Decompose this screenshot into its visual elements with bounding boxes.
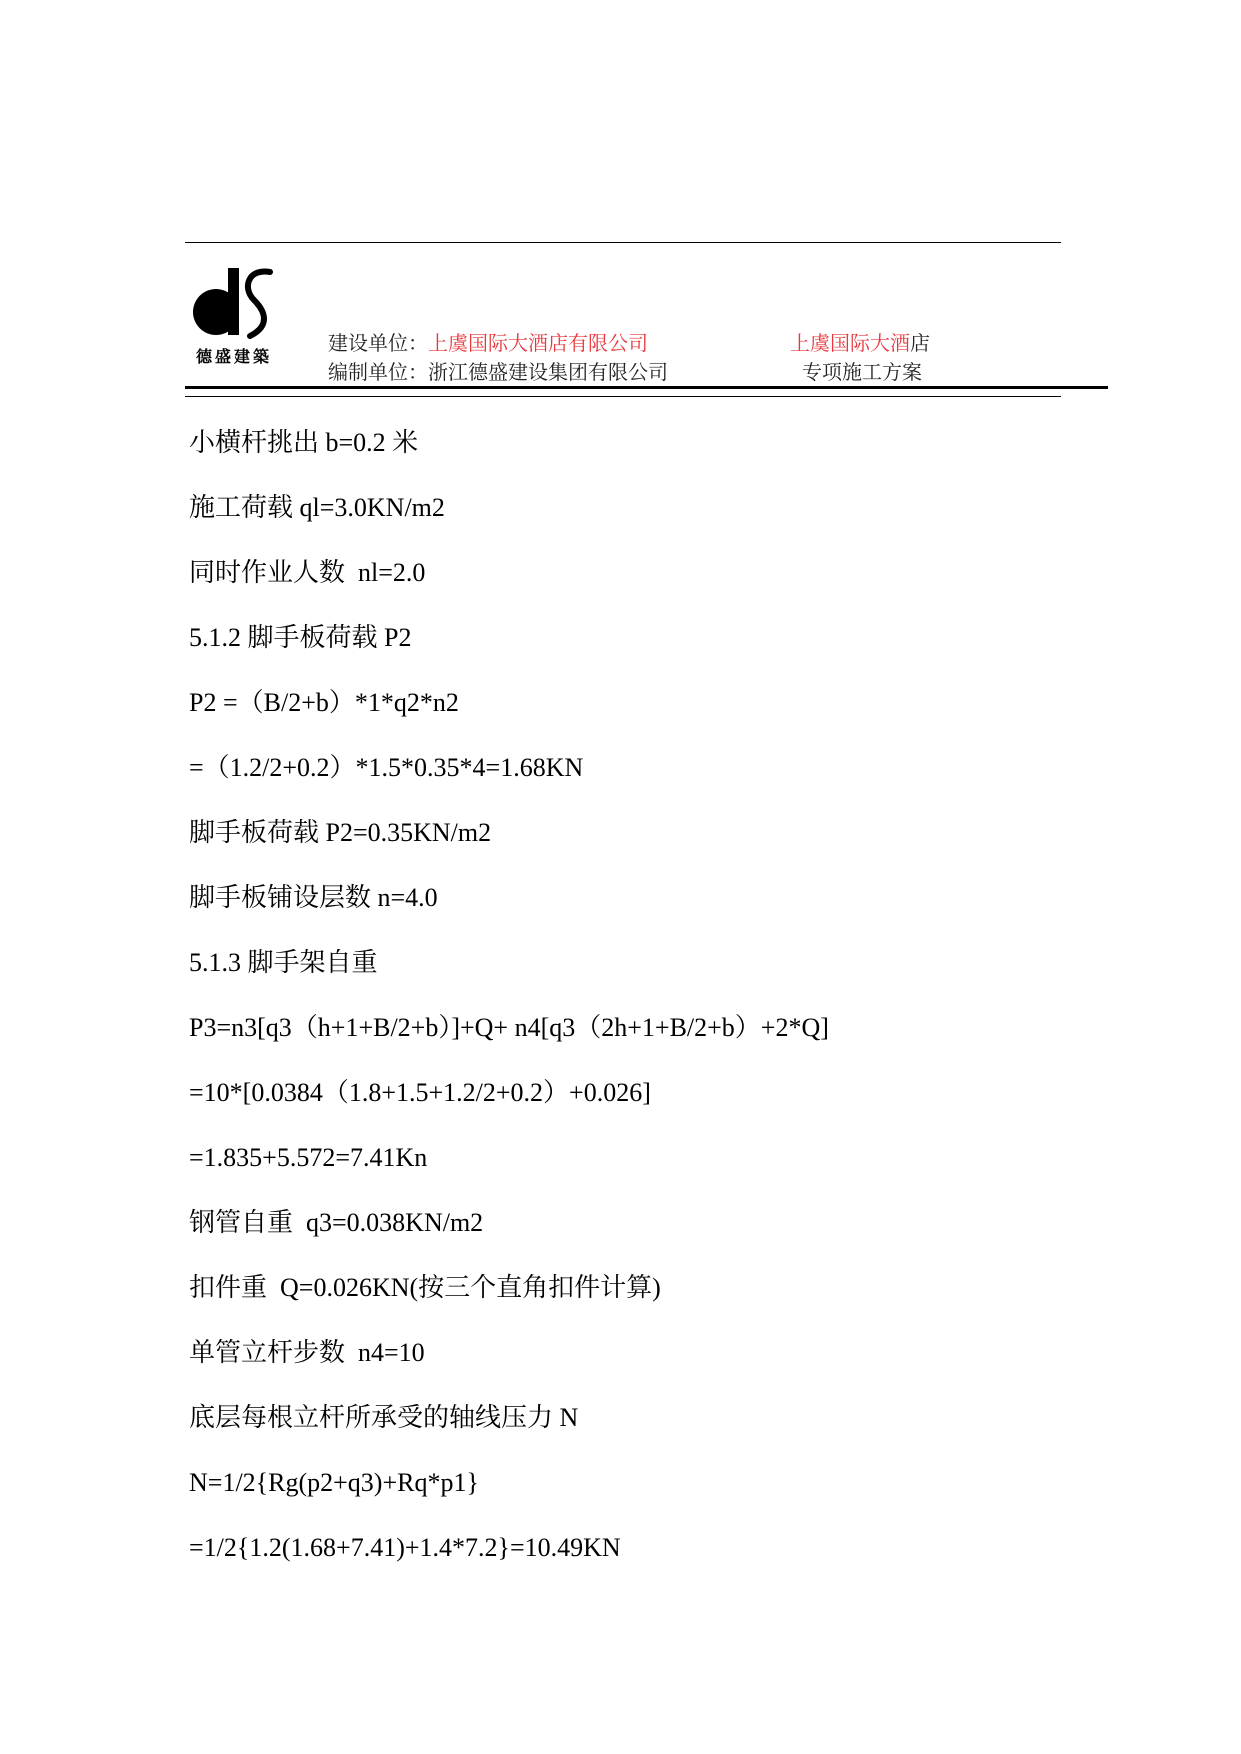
text-line: 脚手板铺设层数 n=4.0 — [189, 883, 438, 912]
client-unit-value: 上虞国际大酒店有限公司 — [428, 331, 648, 355]
author-unit-row — [328, 356, 668, 385]
author-unit-value: 浙江德盛建设集团有限公司 — [428, 360, 668, 384]
project-name — [790, 327, 930, 356]
formula-line: =10*[0.0384（1.8+1.5+1.2/2+0.2）+0.026] — [189, 1078, 651, 1107]
client-unit-label: 建设单位： — [328, 331, 428, 355]
logo-text: 德盛建築 — [195, 347, 272, 366]
document-type: 专项施工方案 — [802, 360, 922, 384]
section-heading: 5.1.2 脚手板荷载 P2 — [189, 623, 412, 652]
text-line: 底层每根立杆所承受的轴线压力 N — [189, 1403, 579, 1432]
header-top-rule — [185, 242, 1061, 243]
text-line: 施工荷载 ql=3.0KN/m2 — [189, 493, 445, 522]
project-name-red: 上虞国际大酒 — [790, 331, 910, 355]
text-line: 扣件重 Q=0.026KN(按三个直角扣件计算) — [189, 1273, 661, 1302]
document-body — [189, 410, 1089, 1580]
text-line: 单管立杆步数 n4=10 — [189, 1338, 425, 1367]
formula-line: =（1.2/2+0.2）*1.5*0.35*4=1.68KN — [189, 753, 584, 782]
formula-line: =1.835+5.572=7.41Kn — [189, 1143, 428, 1172]
formula-line: =1/2{1.2(1.68+7.41)+1.4*7.2}=10.49KN — [189, 1533, 621, 1562]
text-line: 脚手板荷载 P2=0.35KN/m2 — [189, 818, 492, 847]
ds-logo-icon — [188, 266, 280, 342]
header-thick-rule — [185, 386, 1108, 389]
formula-line: P2 =（B/2+b）*1*q2*n2 — [189, 688, 459, 717]
formula-line: P3=n3[q3（h+1+B/2+b）]+Q+ n4[q3（2h+1+B/2+b）+2*Q] — [189, 1013, 829, 1042]
text-line: 同时作业人数 nl=2.0 — [189, 558, 426, 587]
formula-line: N=1/2{Rg(p2+q3)+Rq*p1} — [189, 1468, 479, 1497]
header-thin-rule — [185, 396, 1061, 397]
text-line: 小横杆挑出 b=0.2 米 — [189, 428, 419, 457]
company-logo — [188, 266, 280, 364]
section-heading: 5.1.3 脚手架自重 — [189, 948, 378, 977]
text-line: 钢管自重 q3=0.038KN/m2 — [189, 1208, 484, 1237]
client-unit-row — [328, 327, 648, 356]
project-name-black: 店 — [910, 331, 930, 355]
author-unit-label: 编制单位： — [328, 360, 428, 384]
